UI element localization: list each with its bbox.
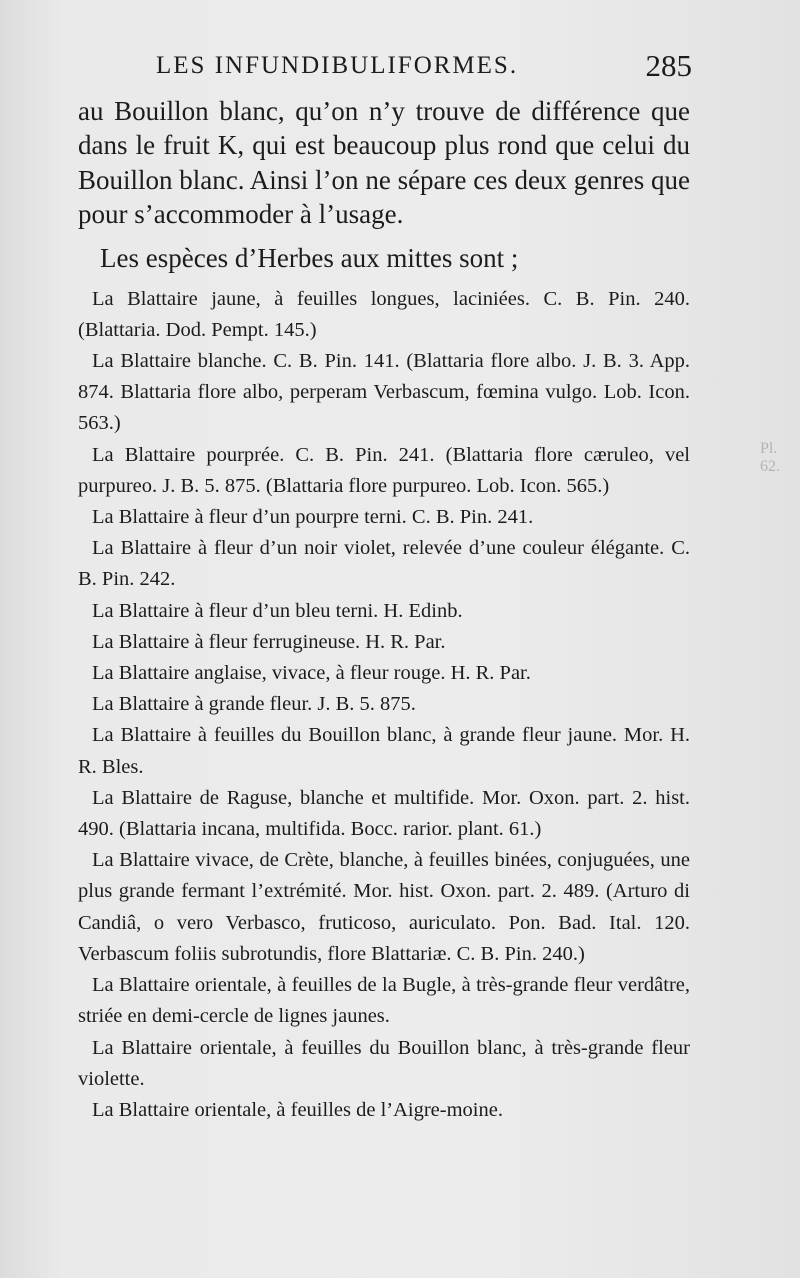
species-entry: La Blattaire à fleur d’un bleu terni. H. Edinb. xyxy=(92,599,463,622)
species-entry: La Blattaire vivace, de Crète, blanche, à feuilles binées, conjuguées, une plus grande fermant l’extrémité. Mor. hist. Oxon. part. 2. 489. (Arturo di Candiâ, o vero Verbasco, fruticoso, auriculato. Pon. Bad. Ital. 120. Verbascum foliis subrotundis, flore Blattariæ. C. B. Pin. 240.) xyxy=(78,849,690,965)
species-entry: La Blattaire à grande fleur. J. B. 5. 875. xyxy=(92,693,416,716)
species-entry: La Blattaire à fleur ferrugineuse. H. R. Par. xyxy=(92,630,446,653)
species-entry: La Blattaire à fleur d’un pourpre terni. C. B. Pin. 241. xyxy=(92,506,534,529)
species-entry: La Blattaire jaune, à feuilles longues, laciniées. C. B. Pin. 240. (Blattaria. Dod. Pempt. 145.) xyxy=(78,287,690,341)
show-through-margin-note: Pl. 62. xyxy=(760,440,780,475)
species-entry: La Blattaire pourprée. C. B. Pin. 241. (Blattaria flore cæruleo, vel purpureo. J. B. 5. 875. (Blattaria flore purpureo. Lob. Icon. 565.) xyxy=(78,443,690,497)
lead-paragraph xyxy=(78,94,690,232)
running-head-title: LES INFUNDIBULIFORMES. xyxy=(156,52,519,79)
species-list xyxy=(78,284,690,1126)
species-entry: La Blattaire de Raguse, blanche et multifide. Mor. Oxon. part. 2. hist. 490. (Blattaria incana, multifida. Bocc. rarior. plant. 61.) xyxy=(78,786,690,841)
species-entry: La Blattaire anglaise, vivace, à fleur rouge. H. R. Par. xyxy=(92,662,531,685)
species-entry: La Blattaire orientale, à feuilles de la Bugle, à très-grande fleur verdâtre, striée en demi-cercle de lignes jaunes. xyxy=(78,974,690,1028)
species-entry: La Blattaire à feuilles du Bouillon blanc, à grande fleur jaune. Mor. H. R. Bles. xyxy=(78,724,690,778)
section-heading: Les espèces d’Herbes aux mittes sont ; xyxy=(100,242,519,273)
body-text xyxy=(78,94,690,1126)
species-entry: La Blattaire à fleur d’un noir violet, relevée d’une couleur élégante. C. B. Pin. 242. xyxy=(78,537,690,591)
species-entry: La Blattaire orientale, à feuilles du Bouillon blanc, à très-grande fleur violette. xyxy=(78,1036,690,1090)
page-number: 285 xyxy=(645,48,692,83)
running-head xyxy=(150,48,692,88)
species-entry: La Blattaire blanche. C. B. Pin. 141. (Blattaria flore albo. J. B. 3. App. 874. Blattaria flore albo, perperam Verbascum, fœmina vulgo. Lob. Icon. 563.) xyxy=(78,350,690,435)
species-entry: La Blattaire orientale, à feuilles de l’Aigre-moine. xyxy=(92,1098,503,1121)
lead-text: au Bouillon blanc, qu’on n’y trouve de différence que dans le fruit K, qui est beaucoup plus rond que celui du Bouillon blanc. Ainsi l’on ne sépare ces deux genres que pour s’accommoder à l’usage. xyxy=(78,96,690,230)
